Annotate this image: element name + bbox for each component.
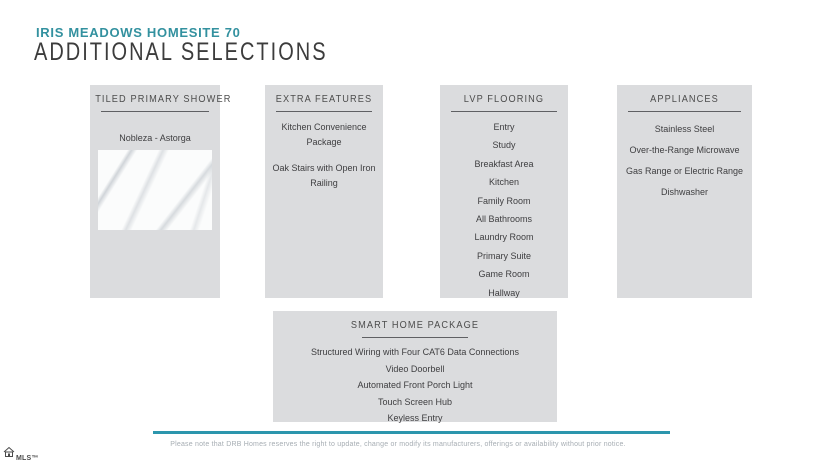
selection-item: Video Doorbell: [385, 363, 445, 374]
selection-item: Stainless Steel: [654, 124, 715, 134]
selection-item: Over-the-Range Microwave: [629, 145, 740, 155]
card-appliances: [617, 85, 752, 298]
selection-item: Game Room: [478, 269, 530, 280]
selection-list: [273, 344, 557, 427]
card-title-divider: [276, 111, 372, 112]
selection-item: Nobleza - Astorga: [119, 133, 191, 143]
card-title-divider: [628, 111, 741, 112]
card-tiled-primary-shower: [90, 85, 232, 298]
homesite-subtitle: IRIS MEADOWS HOMESITE 70: [36, 25, 241, 40]
card-title: APPLIANCES: [650, 94, 719, 105]
disclaimer-text: Please note that DRB Homes reserves the right to update, change or modify its manufacturers, offerings or availability without prior notice.: [170, 441, 626, 448]
card-title: TILED PRIMARY SHOWER: [95, 94, 232, 105]
selection-list: [265, 120, 383, 191]
card-lvp-flooring: [440, 85, 568, 298]
selection-item: Laundry Room: [474, 232, 534, 243]
mls-logo: [3, 445, 39, 463]
selection-item: Automated Front Porch Light: [357, 380, 473, 391]
card-smart-home-package: [273, 311, 557, 422]
selection-item: Structured Wiring with Four CAT6 Data Connections: [311, 347, 519, 357]
marble-tile-swatch: [98, 150, 212, 230]
selection-item: Primary Suite: [476, 250, 531, 261]
house-icon: [3, 445, 15, 463]
selection-item: Dishwasher: [660, 187, 709, 197]
selection-item: Gas Range or Electric Range: [625, 166, 744, 176]
card-title: EXTRA FEATURES: [275, 94, 373, 105]
footer-divider-line: [153, 431, 670, 434]
selection-item: Breakfast Area: [474, 158, 534, 169]
selection-item: Kitchen Convenience Package: [281, 122, 367, 147]
selection-item: Family Room: [477, 195, 531, 206]
card-title-divider: [362, 337, 468, 338]
selection-item: Keyless Entry: [387, 413, 443, 424]
selection-item: Entry: [493, 122, 515, 132]
selection-item: Hallway: [488, 287, 520, 298]
selection-item: Oak Stairs with Open Iron Railing: [272, 163, 376, 188]
card-title: LVP FLOORING: [463, 94, 545, 105]
selection-list: [617, 119, 752, 203]
card-title: SMART HOME PACKAGE: [350, 320, 480, 331]
card-extra-features: [265, 85, 383, 298]
selection-item: Kitchen: [488, 177, 520, 188]
mls-logo-text: MLS™: [16, 455, 39, 462]
selection-item: All Bathrooms: [475, 214, 533, 225]
selection-item: Study: [492, 140, 516, 151]
card-title-divider: [101, 111, 209, 112]
page-title: ADDITIONAL SELECTIONS: [34, 38, 328, 66]
selection-list: [440, 118, 568, 302]
card-title-divider: [451, 111, 557, 112]
selection-item: Touch Screen Hub: [377, 396, 453, 407]
